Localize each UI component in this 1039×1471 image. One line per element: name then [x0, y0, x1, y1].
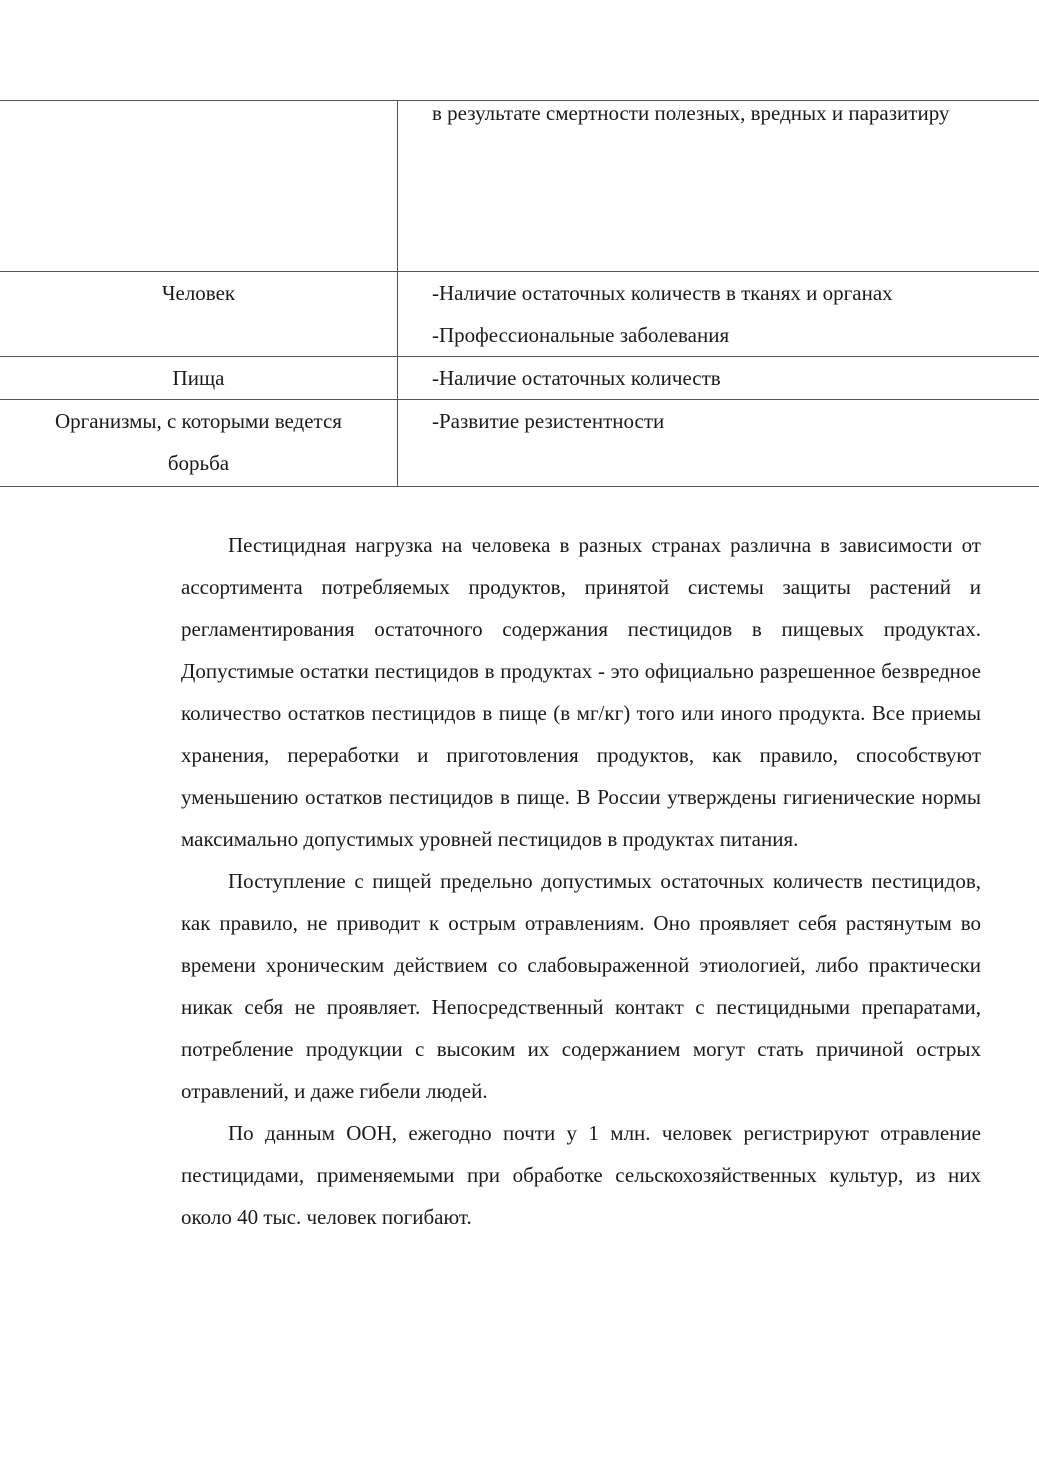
object-label: Пища — [172, 366, 225, 390]
impact-table — [0, 100, 1039, 487]
body-text — [181, 524, 981, 1238]
effect-line: -Развитие резистентности — [432, 409, 665, 433]
table-row — [0, 400, 1039, 487]
effects-cell — [398, 272, 1039, 357]
object-cell — [0, 101, 398, 272]
object-label: Человек — [161, 281, 236, 305]
paragraph: Поступление с пищей предельно допустимых остаточных количеств пестицидов, как правило, не приводит к острым отравлениям. Оно проявляет себя растянутым во времени хроническим действием со слабовыраженной этиологией, либо практически никак себя не проявляет. Непосредственный контакт с пестицидными препаратами, потребление продукции с высоким их содержанием могут стать причиной острых отравлений, и даже гибели людей. — [181, 869, 981, 1103]
effect-line: в результате смертности полезных, вредных и паразитиру — [432, 101, 950, 125]
object-label: борьба — [167, 451, 230, 475]
object-cell — [0, 272, 398, 357]
effect-line: -Наличие остаточных количеств — [432, 366, 721, 390]
effect-line: -Наличие остаточных количеств в тканях и органах — [432, 281, 893, 305]
object-cell — [0, 357, 398, 400]
table-row — [0, 357, 1039, 400]
object-label: Организмы, с которыми ведется — [55, 409, 342, 433]
paragraph: По данным ООН, ежегодно почти у 1 млн. человек регистрируют отравление пестицидами, применяемыми при обработке сельскохозяйственных культур, из них около 40 тыс. человек погибают. — [181, 1121, 981, 1229]
effects-cell — [398, 101, 1039, 272]
effects-cell — [398, 357, 1039, 400]
paragraph: Пестицидная нагрузка на человека в разных странах различна в зависимости от ассортимента потребляемых продуктов, принятой системы защиты растений и регламентирования остаточного содержания пестицидов в пищевых продуктах. Допустимые остатки пестицидов в продуктах - это официально разрешенное безвредное количество остатков пестицидов в пище (в мг/кг) того или иного продукта. Все приемы хранения, переработки и приготовления продуктов, как правило, способствуют уменьшению остатков пестицидов в пище. В России утверждены гигиенические нормы максимально допустимых уровней пестицидов в продуктах питания. — [181, 533, 981, 851]
table-row — [0, 101, 1039, 272]
effects-cell — [398, 400, 1039, 487]
table-row — [0, 272, 1039, 357]
object-cell — [0, 400, 398, 487]
effect-line: -Профессиональные заболевания — [432, 323, 730, 347]
